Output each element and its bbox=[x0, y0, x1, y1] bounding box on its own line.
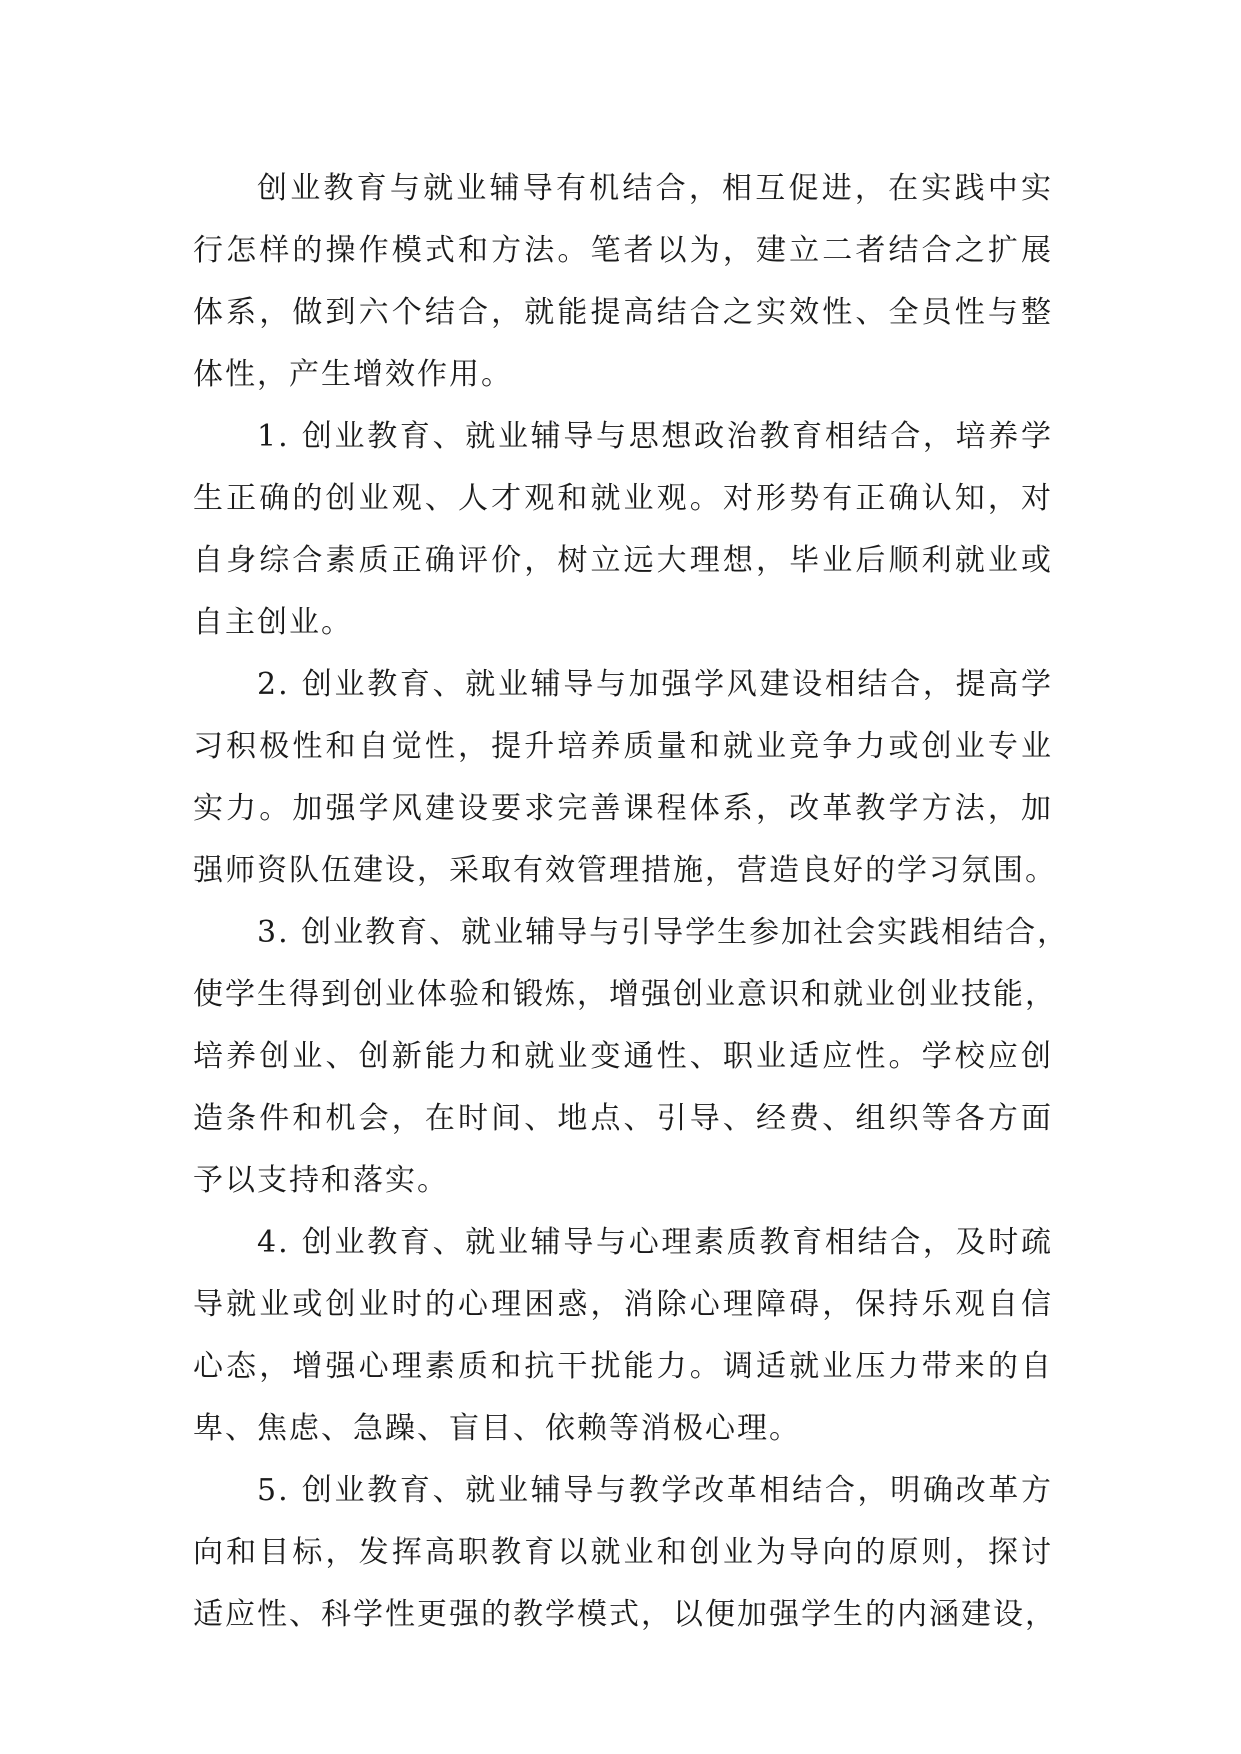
text-line: 1. 创业教育、就业辅导与思想政治教育相结合，培养学 bbox=[257, 419, 1053, 454]
text-line: 造条件和机会，在时间、地点、引导、经费、组织等各方面 bbox=[193, 1101, 1053, 1136]
paragraph-item-2 bbox=[193, 654, 1057, 902]
text-line: 自身综合素质正确评价，树立远大理想，毕业后顺利就业或 bbox=[193, 543, 1053, 578]
paragraph-item-1 bbox=[193, 406, 1053, 654]
paragraph-item-3 bbox=[193, 902, 1070, 1212]
paragraph-item-4 bbox=[193, 1212, 1053, 1460]
text-line: 4. 创业教育、就业辅导与心理素质教育相结合，及时疏 bbox=[257, 1225, 1053, 1260]
text-line: 自主创业。 bbox=[193, 605, 353, 640]
text-line: 创业教育与就业辅导有机结合，相互促进，在实践中实 bbox=[257, 171, 1053, 206]
paragraph-intro bbox=[193, 158, 1053, 406]
text-line: 2. 创业教育、就业辅导与加强学风建设相结合，提高学 bbox=[257, 667, 1053, 702]
paragraph-item-5 bbox=[193, 1460, 1057, 1646]
text-line: 强师资队伍建设，采取有效管理措施，营造良好的学习氛围。 bbox=[193, 853, 1057, 888]
text-line: 体性，产生增效作用。 bbox=[193, 357, 513, 392]
text-line: 培养创业、创新能力和就业变通性、职业适应性。学校应创 bbox=[193, 1039, 1053, 1074]
text-line: 3. 创业教育、就业辅导与引导学生参加社会实践相结合， bbox=[257, 915, 1070, 950]
text-line: 使学生得到创业体验和锻炼，增强创业意识和就业创业技能， bbox=[193, 977, 1057, 1012]
text-line: 习积极性和自觉性，提升培养质量和就业竞争力或创业专业 bbox=[193, 729, 1053, 764]
text-line: 生正确的创业观、人才观和就业观。对形势有正确认知，对 bbox=[193, 481, 1053, 516]
text-line: 向和目标，发挥高职教育以就业和创业为导向的原则，探讨 bbox=[193, 1535, 1053, 1570]
text-line: 卑、焦虑、急躁、盲目、依赖等消极心理。 bbox=[193, 1411, 801, 1446]
text-line: 行怎样的操作模式和方法。笔者以为，建立二者结合之扩展 bbox=[193, 233, 1053, 268]
text-line: 导就业或创业时的心理困惑，消除心理障碍，保持乐观自信 bbox=[193, 1287, 1053, 1322]
text-line: 实力。加强学风建设要求完善课程体系，改革教学方法，加 bbox=[193, 791, 1053, 826]
text-line: 心态，增强心理素质和抗干扰能力。调适就业压力带来的自 bbox=[193, 1349, 1053, 1384]
text-line: 体系，做到六个结合，就能提高结合之实效性、全员性与整 bbox=[193, 295, 1053, 330]
text-line: 予以支持和落实。 bbox=[193, 1163, 449, 1198]
text-line: 适应性、科学性更强的教学模式，以便加强学生的内涵建设， bbox=[193, 1597, 1057, 1632]
body-text bbox=[193, 158, 1070, 1646]
text-line: 5. 创业教育、就业辅导与教学改革相结合，明确改革方 bbox=[257, 1473, 1053, 1508]
